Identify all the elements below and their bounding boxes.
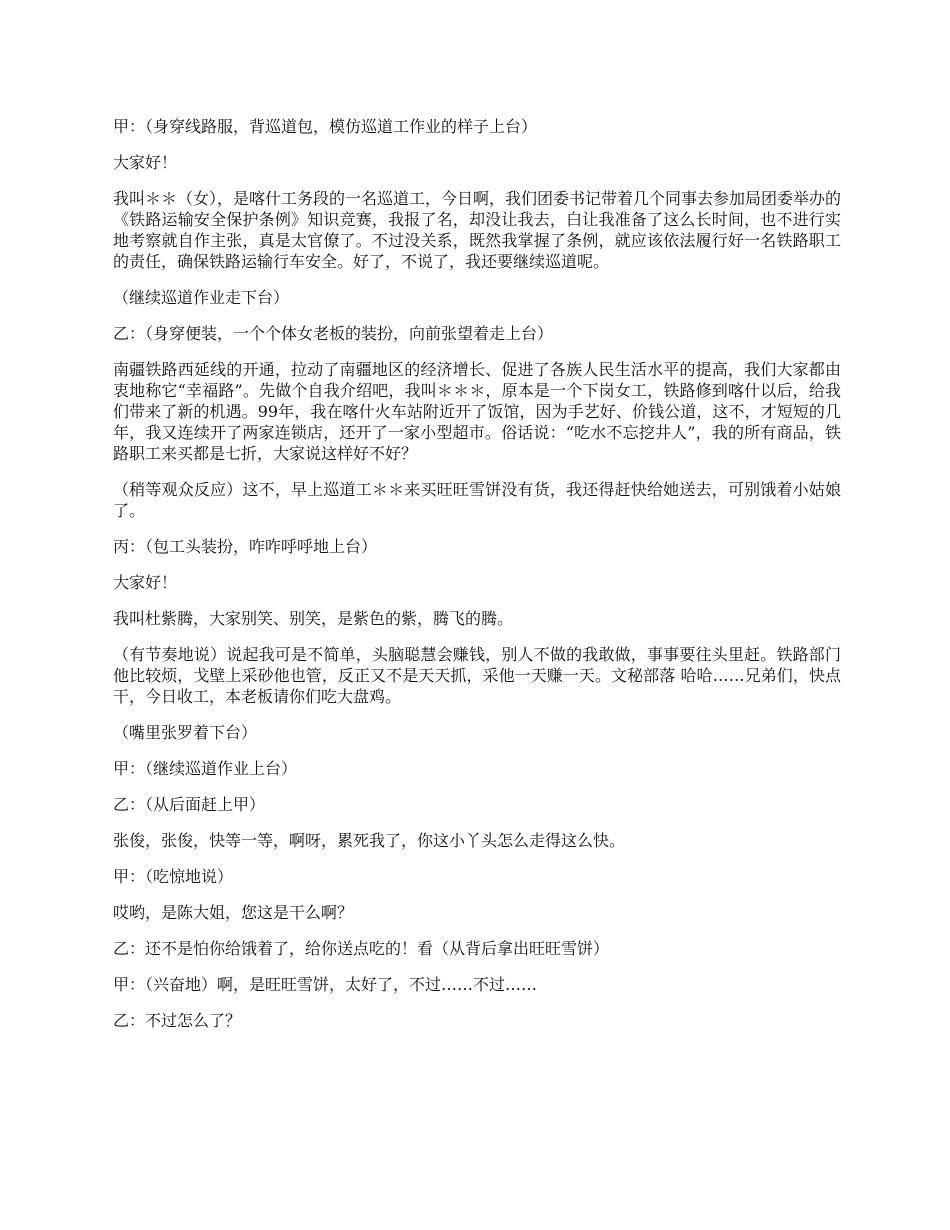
dialogue-paragraph: 我叫＊＊（女），是喀什工务段的一名巡道工，今日啊，我们团委书记带着几个同事去参加局团委举办的《铁路运输安全保护条例》知识竞赛，我报了名，却没让我去，白让我准备了这么长时间，也不进行实地考察就自作主张，真是太官僚了。不过没关系，既然我掌握了条例，就应该依法履行好一名铁路职工的责任，确保铁路运输行车安全。好了，不说了，我还要继续巡道呢。 <box>113 189 842 271</box>
dialogue-paragraph: 乙：（身穿便装，一个个体女老板的装扮，向前张望着走上台） <box>113 324 554 343</box>
dialogue-paragraph: 我叫杜紫腾，大家别笑、别笑，是紫色的紫，腾飞的腾。 <box>113 609 514 628</box>
document-body <box>113 116 841 1046</box>
dialogue-paragraph: 乙：（从后面赶上甲） <box>113 795 266 814</box>
dialogue-paragraph: 甲：（继续巡道作业上台） <box>113 759 298 778</box>
stage-direction: （嘴里张罗着下台） <box>113 723 258 742</box>
dialogue-paragraph: 甲：（兴奋地）啊，是旺旺雪饼，太好了，不过……不过…… <box>113 975 538 994</box>
dialogue-paragraph: 南疆铁路西延线的开通，拉动了南疆地区的经济增长、促进了各族人民生活水平的提高，我们大家都由衷地称它“幸福路”。先做个自我介绍吧，我叫＊＊＊，原本是一个下岗女工，铁路修到喀什以后，给我们带来了新的机遇。99年，我在喀什火车站附近开了饭馆，因为手艺好、价钱公道，这不，才短短的几年，我又连续开了两家连锁店，还开了一家小型超市。俗话说：“吃水不忘挖井人”，我的所有商品，铁路职工来买都是七折，大家说这样好不好？ <box>113 360 841 463</box>
dialogue-paragraph: 丙：（包工头装扮，咋咋呼呼地上台） <box>113 537 378 556</box>
dialogue-paragraph: （有节奏地说）说起我可是不简单，头脑聪慧会赚钱，别人不做的我敢做，事事要往头里赶。铁路部门他比较烦，戈壁上采砂他也管，反正又不是天天抓，采他一天赚一天。文秘部落 哈哈……兄弟们，快点干，今日收工，本老板请你们吃大盘鸡。 <box>113 645 841 706</box>
dialogue-paragraph: 大家好！ <box>113 153 178 172</box>
dialogue-paragraph: 乙：不过怎么了？ <box>113 1011 242 1030</box>
stage-direction: （继续巡道作业走下台） <box>113 288 290 307</box>
dialogue-paragraph: （稍等观众反应）这不，早上巡道工＊＊来买旺旺雪饼没有货，我还得赶快给她送去，可别饿着小姑娘了。 <box>113 480 841 520</box>
dialogue-paragraph: 哎哟，是陈大姐，您这是干么啊？ <box>113 903 354 922</box>
dialogue-paragraph: 甲：（吃惊地说） <box>113 867 234 886</box>
dialogue-paragraph: 甲：（身穿线路服，背巡道包，模仿巡道工作业的样子上台） <box>113 117 538 136</box>
dialogue-paragraph: 乙：还不是怕你给饿着了，给你送点吃的！看（从背后拿出旺旺雪饼） <box>113 939 610 958</box>
dialogue-paragraph: 大家好！ <box>113 573 178 592</box>
dialogue-paragraph: 张俊，张俊，快等一等，啊呀，累死我了，你这小丫头怎么走得这么快。 <box>113 831 626 850</box>
